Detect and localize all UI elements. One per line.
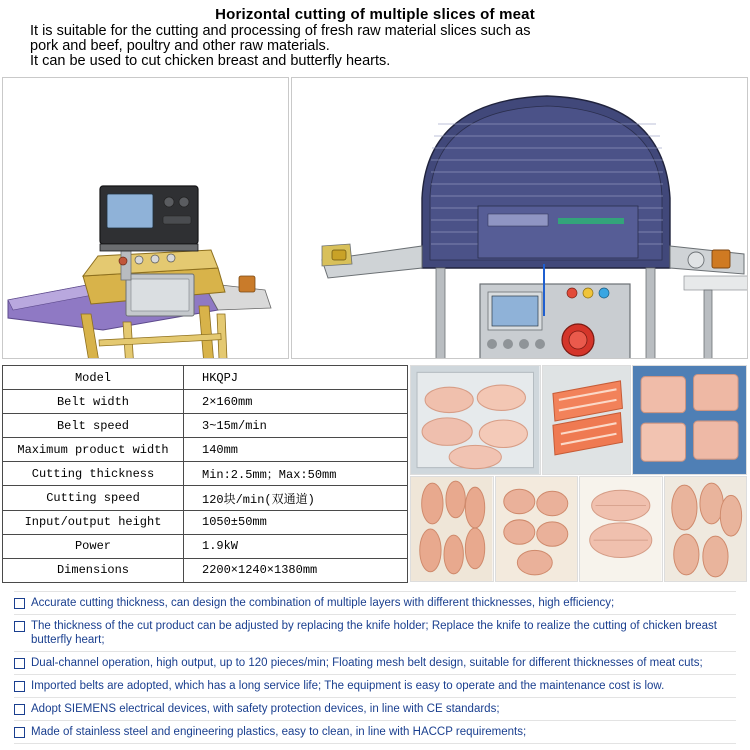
feature-text: Adopt SIEMENS electrical devices, with safety protection devices, in line with CE standards; xyxy=(31,702,500,715)
list-item xyxy=(14,652,736,675)
spec-value: 2200×1240×1380mm xyxy=(184,558,408,582)
description-line-2: pork and beef, poultry and other raw materials. xyxy=(30,38,330,54)
gallery-row-top xyxy=(410,365,748,476)
machine-right-svg xyxy=(292,78,747,358)
photo-salmon-slices xyxy=(542,365,631,475)
checkbox-icon xyxy=(14,658,25,669)
spec-value: 3~15m/min xyxy=(184,414,408,438)
table-row xyxy=(3,558,408,582)
photo-sliced-breast-white xyxy=(579,476,663,582)
machine-image-row xyxy=(0,77,750,359)
checkbox-icon xyxy=(14,621,25,632)
page-title: Horizontal cutting of multiple slices of meat xyxy=(215,6,535,23)
header xyxy=(0,0,750,71)
spec-key: Input/output height xyxy=(3,510,184,534)
spec-value: HKQPJ xyxy=(184,366,408,390)
spec-value: 1050±50mm xyxy=(184,510,408,534)
feature-text: Imported belts are adopted, which has a long service life; The equipment is easy to operate and the maintenance cost is low. xyxy=(31,679,665,692)
list-item xyxy=(14,721,736,744)
checkbox-icon xyxy=(14,704,25,715)
feature-list xyxy=(0,591,750,744)
list-item xyxy=(14,698,736,721)
table-row xyxy=(3,534,408,558)
list-item xyxy=(14,675,736,698)
description-line-1: It is suitable for the cutting and processing of fresh raw material slices such as xyxy=(30,23,531,39)
photo-chicken-fillets-tray xyxy=(410,365,541,475)
spec-value: 1.9kW xyxy=(184,534,408,558)
spec-key: Belt width xyxy=(3,390,184,414)
machine-left-svg xyxy=(3,78,288,358)
machine-drawing-right xyxy=(291,77,748,359)
gallery-row-bottom xyxy=(410,476,748,583)
spec-key: Maximum product width xyxy=(3,438,184,462)
spec-and-gallery xyxy=(0,365,750,583)
spec-key: Model xyxy=(3,366,184,390)
spec-key: Cutting thickness xyxy=(3,462,184,486)
spec-key: Cutting speed xyxy=(3,486,184,510)
spec-value: 140mm xyxy=(184,438,408,462)
feature-text: Made of stainless steel and engineering plastics, easy to clean, in line with HACCP requirements; xyxy=(31,725,527,738)
list-item xyxy=(14,615,736,652)
table-row xyxy=(3,510,408,534)
spec-value: 120块/min(双通道) xyxy=(184,486,408,510)
checkbox-icon xyxy=(14,727,25,738)
list-item xyxy=(14,591,736,615)
spec-table xyxy=(2,365,408,583)
checkbox-icon xyxy=(14,681,25,692)
feature-text: The thickness of the cut product can be adjusted by replacing the knife holder; Replace the knife to realize the cutting of chicken breast butterfly heart; xyxy=(31,619,717,646)
spec-key: Dimensions xyxy=(3,558,184,582)
table-row xyxy=(3,390,408,414)
table-row xyxy=(3,414,408,438)
table-row xyxy=(3,366,408,390)
spec-key: Belt speed xyxy=(3,414,184,438)
table-row xyxy=(3,462,408,486)
photo-chicken-strips-left xyxy=(410,476,494,582)
feature-text: Accurate cutting thickness, can design the combination of multiple layers with different thicknesses, high efficiency; xyxy=(31,596,615,609)
product-gallery xyxy=(410,365,748,583)
machine-drawing-left xyxy=(2,77,289,359)
table-row xyxy=(3,486,408,510)
photo-chicken-fillets-right xyxy=(664,476,748,582)
photo-chicken-breast-butterfly xyxy=(495,476,579,582)
spec-value: Min:2.5mm；Max:50mm xyxy=(184,462,408,486)
spec-value: 2×160mm xyxy=(184,390,408,414)
feature-text: Dual-channel operation, high output, up to 120 pieces/min; Floating mesh belt design, suitable for different thicknesses of meat cuts; xyxy=(31,656,703,669)
table-row xyxy=(3,438,408,462)
description-line-3: It can be used to cut chicken breast and butterfly hearts. xyxy=(30,53,391,69)
spec-key: Power xyxy=(3,534,184,558)
checkbox-icon xyxy=(14,598,25,609)
photo-meat-slices-blue xyxy=(632,365,747,475)
